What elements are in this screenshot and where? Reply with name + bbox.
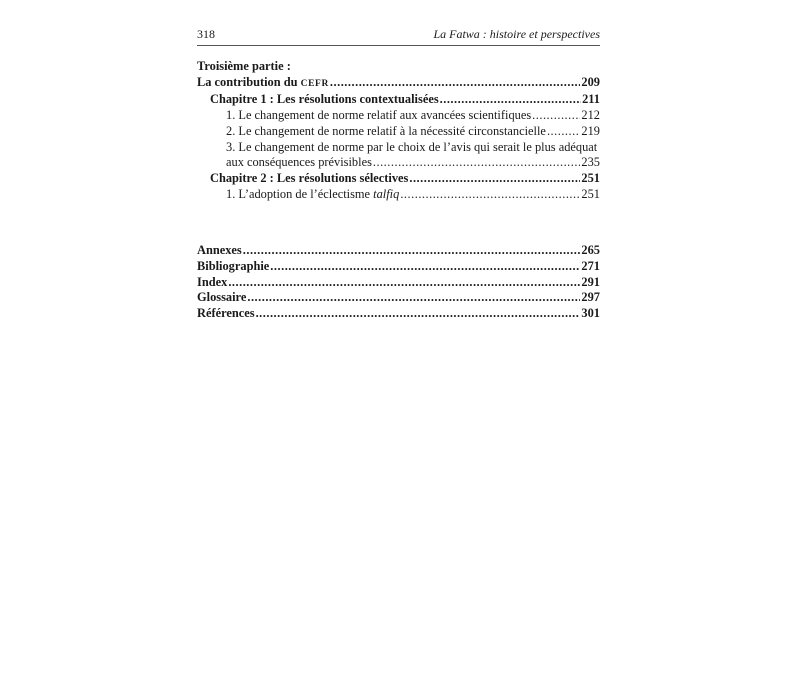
toc-entry-label: aux conséquences prévisibles [226,155,372,170]
dot-leader [409,171,580,187]
toc-entry-label: Références [197,306,255,321]
toc-page-number: 301 [581,306,600,321]
table-of-contents [197,59,600,322]
toc-page-number: 211 [582,92,600,107]
toc-entry-references [197,306,600,322]
toc-page-number: 212 [581,108,600,123]
dot-leader [373,155,581,171]
toc-entry-label: 1. L’adoption de l’éclectisme talfiq [226,186,400,201]
toc-page-number: 251 [581,170,600,185]
toc-entry-label: Index [197,274,228,289]
toc-entry-label: La contribution du CEFR [197,74,329,89]
toc-page-number: 209 [581,74,600,89]
toc-entry-label: 1. Le changement de norme relatif aux avancées scientifiques [226,108,532,123]
toc-entry-label: Bibliographie [197,259,270,274]
toc-entry-index [197,275,600,291]
page-number: 318 [197,27,215,41]
section-gap [197,202,600,243]
toc-entry-chapter-1 [197,92,600,108]
toc-entry-glossaire [197,290,600,306]
toc-entry-bibliographie [197,259,600,275]
dot-leader [532,108,580,124]
dot-leader [400,187,580,203]
toc-entry-section [197,108,600,124]
toc-page-number: 251 [581,186,600,201]
dot-leader [228,275,580,291]
part-heading: Troisième partie : [197,59,291,73]
acronym: CEFR [300,78,329,89]
running-title: La Fatwa : histoire et perspectives [433,27,600,41]
toc-page-number: 297 [581,290,600,305]
toc-entry-section-line2 [197,155,600,171]
toc-entry-section [197,124,600,140]
toc-page-number: 235 [581,155,600,170]
header-rule [197,45,600,46]
toc-entry-label: Chapitre 1 : Les résolutions contextualisées [210,92,439,107]
toc-entry-section-line1: 3. Le changement de norme par le choix de l’avis qui serait le plus adéquat [226,139,598,154]
toc-page-number: 219 [581,123,600,138]
term-italic: talfiq [373,186,400,201]
toc-entry-part [197,75,600,93]
dot-leader [270,259,580,275]
toc-entry-annexes [197,243,600,259]
toc-entry-label: Glossaire [197,290,247,305]
dot-leader [440,92,581,108]
toc-page-number: 291 [581,274,600,289]
toc-entry-label: 2. Le changement de norme relatif à la nécessité circonstancielle [226,123,546,138]
toc-page-number: 265 [581,243,600,258]
dot-leader [256,306,581,322]
toc-entry-label: Chapitre 2 : Les résolutions sélectives [210,170,409,185]
toc-entry-label: Annexes [197,243,242,258]
dot-leader [247,290,580,306]
toc-entry-section [197,187,600,203]
toc-entry-chapter-2 [197,171,600,187]
toc-page-number: 271 [581,259,600,274]
dot-leader [330,75,581,91]
dot-leader [547,124,580,140]
dot-leader [243,243,581,259]
